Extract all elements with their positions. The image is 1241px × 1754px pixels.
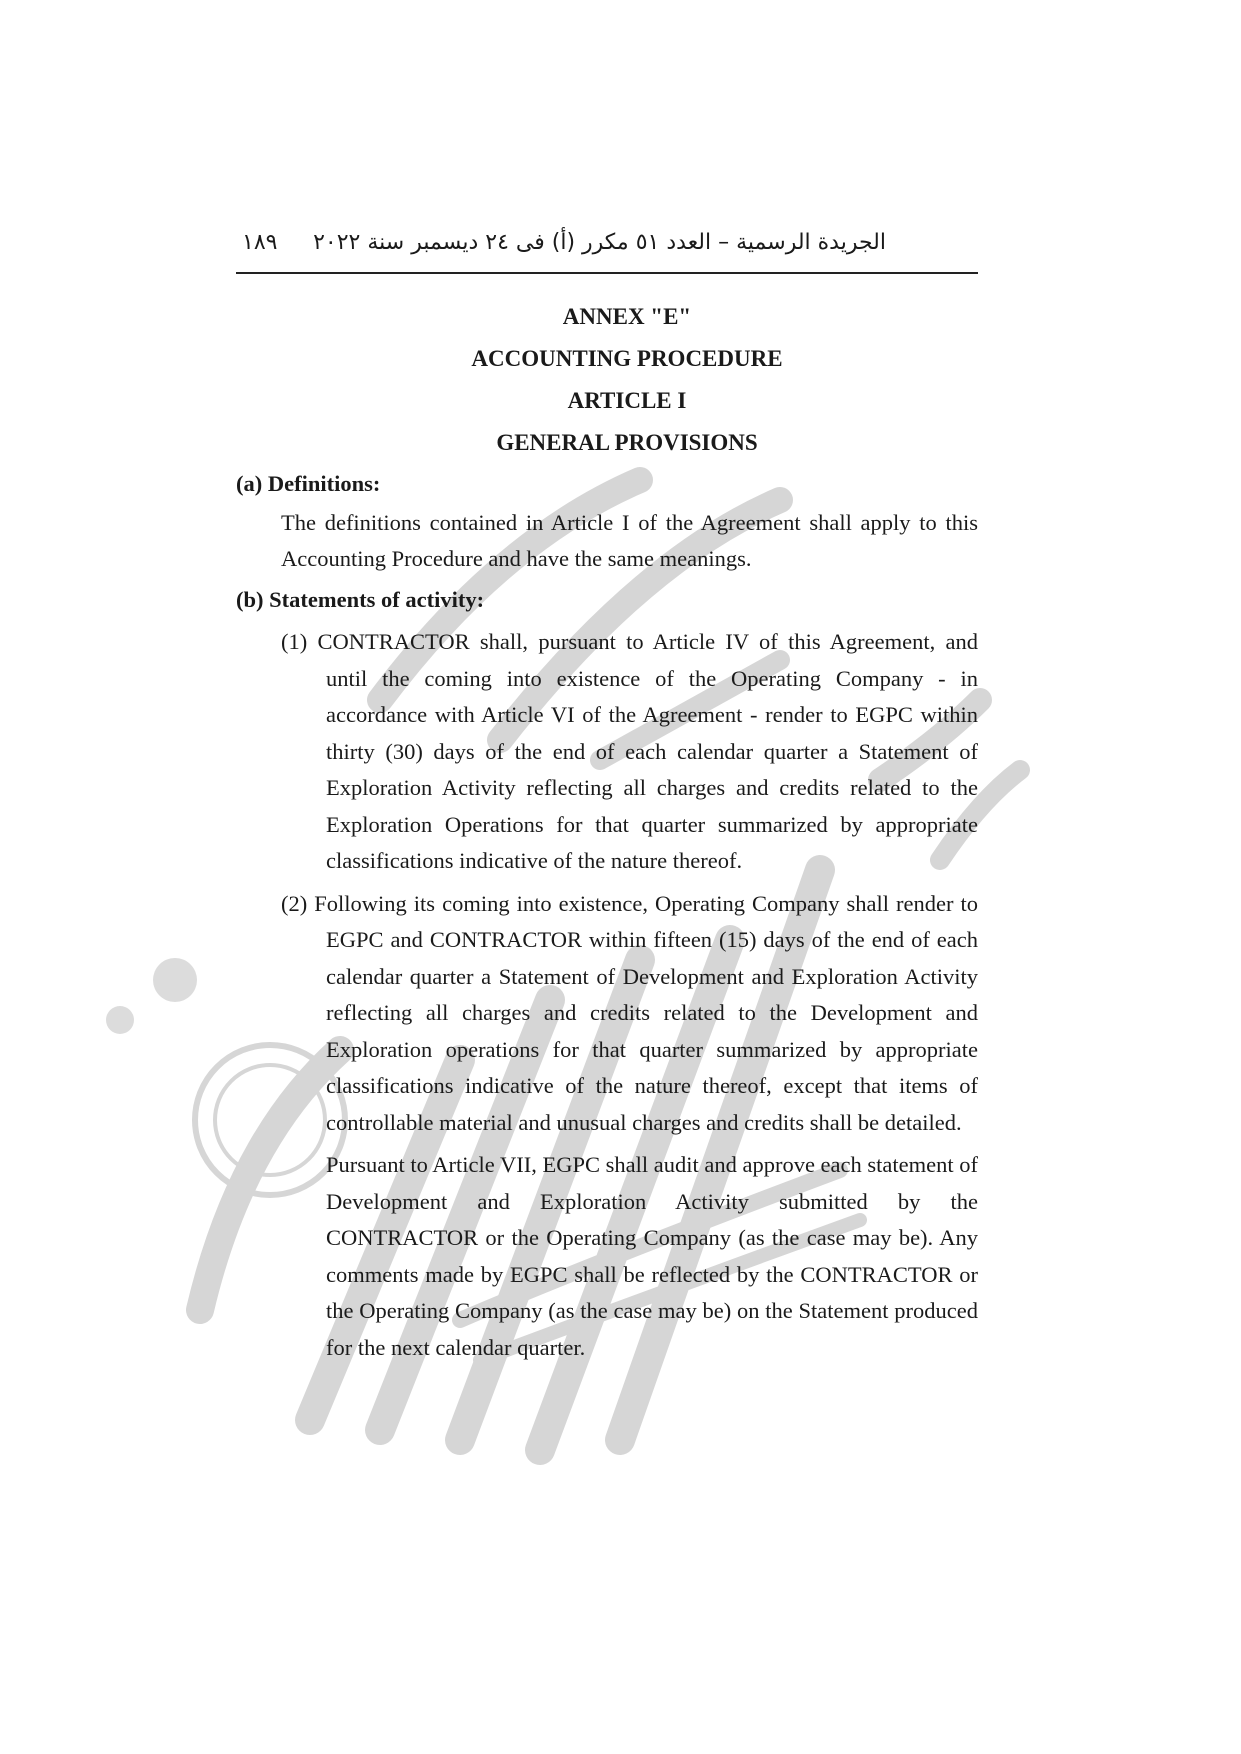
procedure-heading: ACCOUNTING PROCEDURE [471, 346, 783, 371]
section-b-label: (b) Statements of activity: [236, 586, 485, 612]
section-b-item-2-paragraph: Pursuant to Article VII, EGPC shall audit and approve each statement of Development and Exploration Activity submitted by the CONTRACTOR or the Operating Company (as the case may be). Any comments made by EGPC shall be reflected by the CONTRACTOR or the Operating Company (as the case may be) on the Statement produced for the next calendar quarter. [326, 1152, 978, 1360]
page-header [236, 228, 978, 274]
provisions-heading: GENERAL PROVISIONS [496, 430, 758, 455]
section-b-item-2: (2) Following its coming into existence, Operating Company shall render to EGPC and CONTRACTOR within fifteen (15) days of the end of each calendar quarter a Statement of Development and Exploration Activity reflecting all charges and credits related to the Development and Exploration operations for that quarter summarized by appropriate classifications indicative of the nature thereof, except that items of controllable material and unusual charges and credits shall be detailed. [281, 890, 978, 1135]
document-body [236, 296, 978, 1366]
gazette-title: الجريدة الرسمية – العدد ٥١ مكرر (أ) فى ٢٤ ديسمبر سنة ٢٠٢٢ [313, 230, 886, 255]
section-a-label: (a) Definitions: [236, 471, 381, 496]
section-a-text: The definitions contained in Article I of the Agreement shall apply to this Accounting Procedure and have the same meanings. [281, 509, 978, 571]
page-number: ١٨٩ [242, 230, 278, 255]
annex-heading: ANNEX "E" [562, 304, 692, 329]
article-heading: ARTICLE I [567, 388, 687, 413]
section-b-item-1: (1) CONTRACTOR shall, pursuant to Article IV of this Agreement, and until the coming into existence of the Operating Company - in accordance with Article VI of the Agreement - render to EGPC within thirty (30) days of the end of each calendar quarter a Statement of Exploration Activity reflecting all charges and credits related to the Exploration Operations for that quarter summarized by appropriate classifications indicative of the nature thereof. [281, 629, 978, 873]
